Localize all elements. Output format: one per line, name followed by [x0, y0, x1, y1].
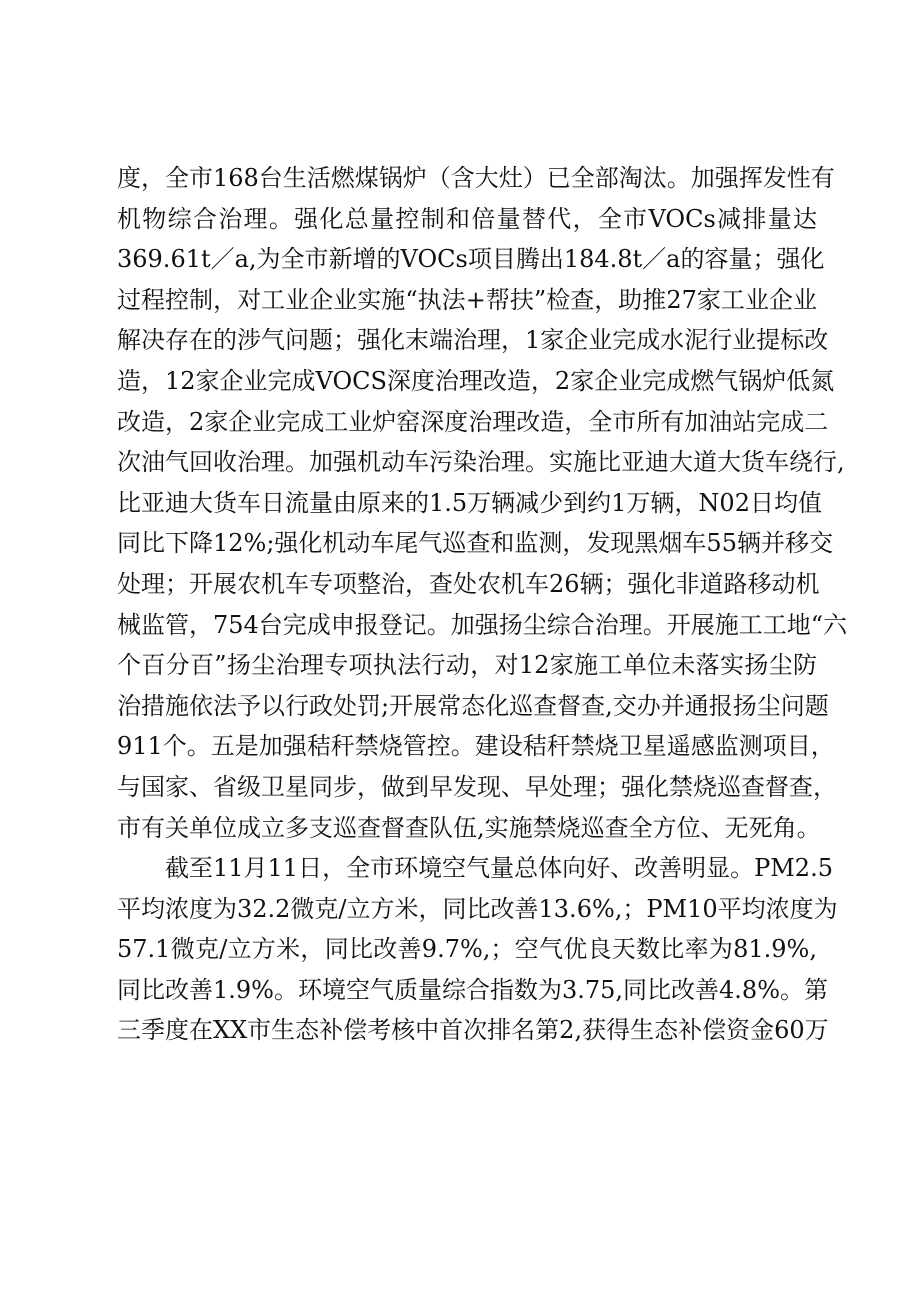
text-line: 57.1微克/立方米，同比改善9.7%,；空气优良天数比率为81.9%,: [117, 935, 817, 964]
text-line: 改造，2家企业完成工业炉窑深度治理改造，全市所有加油站完成二: [117, 407, 829, 436]
text-line: 造，12家企业完成VOCS深度治理改造，2家企业完成燃气锅炉低氮: [117, 366, 835, 395]
text-line: 同比下降12%;强化机动车尾气巡查和监测，发现黑烟车55辆并移交: [117, 529, 833, 558]
text-line: 市有关单位成立多支巡查督查队伍,实施禁烧巡查全方位、无死角。: [117, 813, 821, 842]
text-line: 截至11月11日，全市环境空气量总体向好、改善明显。PM2.5: [165, 854, 833, 883]
text-line: 比亚迪大货车日流量由原来的1.5万辆减少到约1万辆，N02日均值: [117, 488, 822, 517]
text-line: 解决存在的涉气问题；强化末端治理，1家企业完成水泥行业提标改: [117, 326, 829, 355]
text-line: 与国家、省级卫星同步，做到早发现、早处理；强化禁烧巡查督查，: [117, 772, 837, 801]
text-line: 平均浓度为32.2微克/立方米，同比改善13.6%,；PM10平均浓度为: [117, 894, 838, 923]
text-line: 处理；开展农机车专项整治，查处农机车26辆；强化非道路移动机: [117, 569, 820, 598]
paragraph-1: [117, 158, 848, 848]
text-line: 度，全市168台生活燃煤锅炉（含大灶）已全部淘汰。加强挥发性有: [117, 164, 835, 192]
text-line: 机物综合治理。强化总量控制和倍量替代，全市VOCs减排量达: [117, 204, 817, 233]
text-line: 369.61t／a,为全市新增的VOCs项目腾出184.8t／a的容量；强化: [117, 245, 825, 274]
text-line: 三季度在XX市生态补偿考核中首次排名第2,获得生态补偿资金60万: [117, 1016, 829, 1045]
document-body: [117, 158, 848, 1051]
text-line: 同比改善1.9%。环境空气质量综合指数为3.75,同比改善4.8%。第: [117, 975, 829, 1004]
text-line: 次油气回收治理。加强机动车污染治理。实施比亚迪大道大货车绕行,: [117, 448, 845, 477]
text-line: 治措施依法予以行政处罚;开展常态化巡查督查,交办并通报扬尘问题: [117, 691, 829, 720]
paragraph-2: [117, 848, 838, 1051]
text-line: 911个。五是加强秸秆禁烧管控。建设秸秆禁烧卫星遥感监测项目，: [117, 732, 835, 761]
text-line: 个百分百”扬尘治理专项执法行动，对12家施工单位未落实扬尘防: [117, 651, 817, 680]
text-line: 过程控制，对工业企业实施“执法+帮扶”检查，助推27家工业企业: [117, 285, 817, 314]
text-line: 械监管，754台完成申报登记。加强扬尘综合治理。开展施工工地“六: [117, 610, 848, 639]
